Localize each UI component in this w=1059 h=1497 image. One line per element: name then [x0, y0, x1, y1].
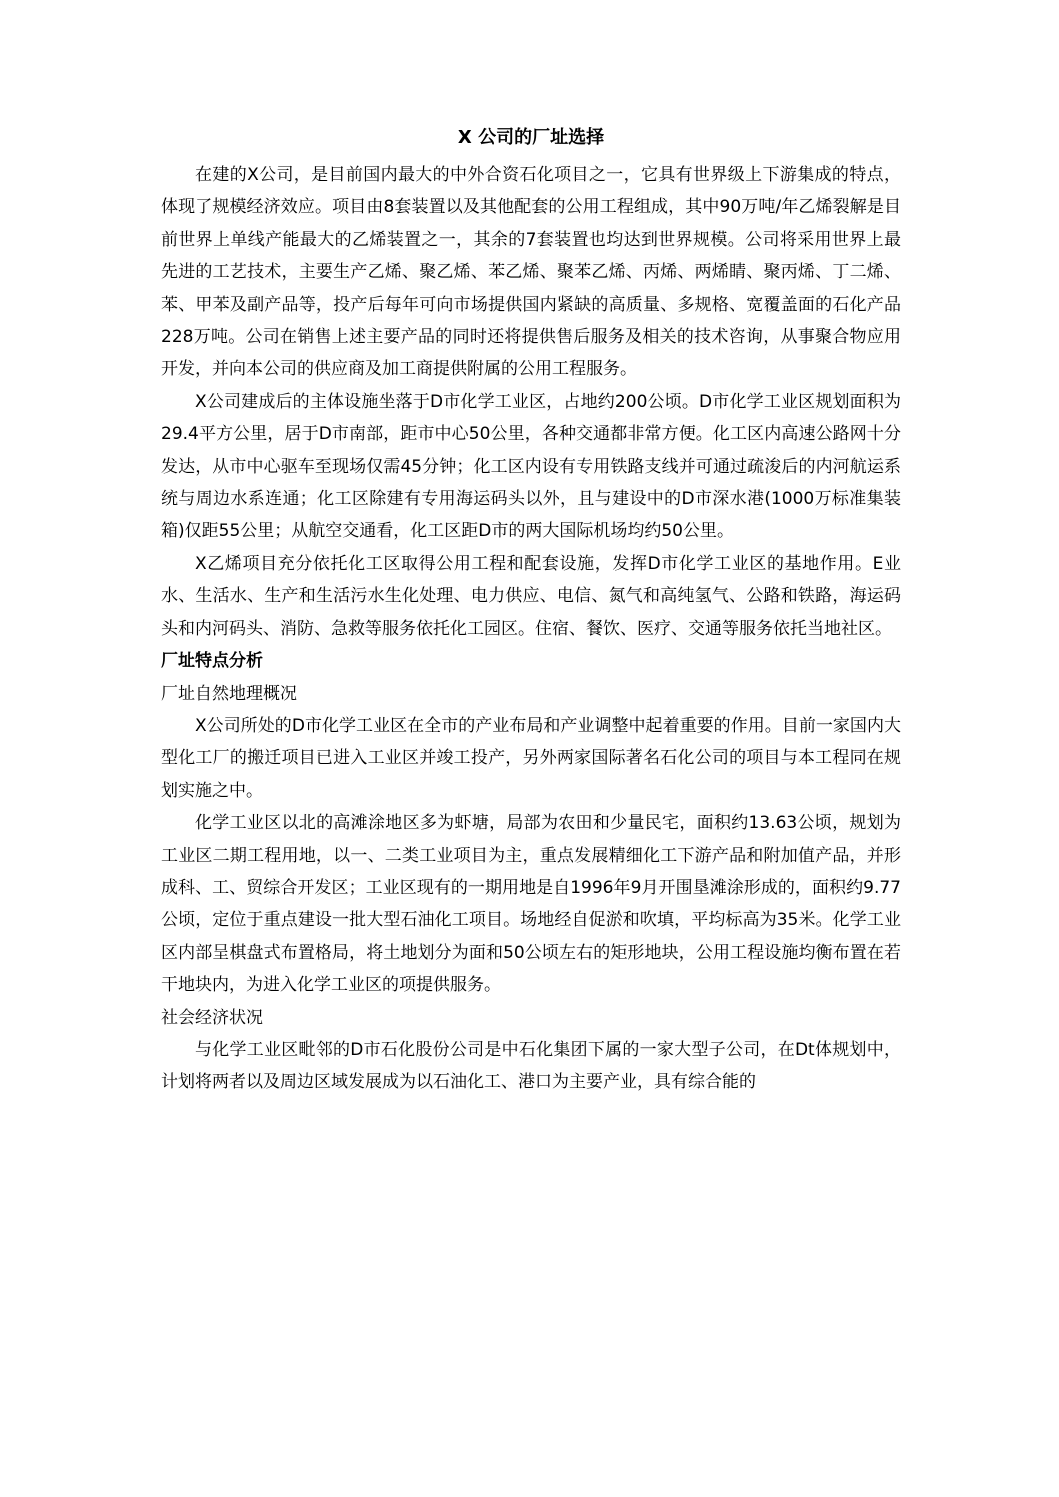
subsection-heading-socioeconomic: 社会经济状况	[161, 1007, 263, 1028]
paragraph-utilities: X乙烯项目充分依托化工区取得公用工程和配套设施，发挥D市化学工业区的基地作用。E业水、生活水、生产和生活污水生化处理、电力供应、电信、氮气和高纯氢气、公路和铁路，海运码头和内河码头、消防、急救等服务依托化工园区。住宿、餐饮、医疗、交通等服务依托当地社区。	[161, 553, 901, 639]
document-page	[161, 122, 901, 1099]
paragraph-company-overview: 在建的X公司，是目前国内最大的中外合资石化项目之一，它具有世界级上下游集成的特点，体现了规模经济效应。项目由8套装置以及其他配套的公用工程组成，其中90万吨/年乙烯裂解是目前世界上单线产能最大的乙烯装置之一，其余的7套装置也均达到世界规模。公司将采用世界上最先进的工艺技术，主要生产乙烯、聚乙烯、苯乙烯、聚苯乙烯、丙烯、两烯睛、聚丙烯、丁二烯、苯、甲苯及副产品等，投产后每年可向市场提供国内紧缺的高质量、多规格、宽覆盖面的石化产品228万吨。公司在销售上述主要产品的同时还将提供售后服务及相关的技术咨询，从事聚合物应用开发，并向本公司的供应商及加工商提供附属的公用工程服务。	[161, 165, 901, 380]
paragraph-industrial-zone: X公司所处的D市化学工业区在全市的产业布局和产业调整中起着重要的作用。目前一家国内大型化工厂的搬迁项目已进入工业区并竣工投产，另外两家国际著名石化公司的项目与本工程同在规划实施之中。	[161, 715, 901, 801]
paragraph-neighbor-company: 与化学工业区毗邻的D市石化股份公司是中石化集团下属的一家大型子公司，在Dt体规划中，计划将两者以及周边区域发展成为以石油化工、港口为主要产业，具有综合能的	[161, 1039, 901, 1093]
paragraph-land-use: 化学工业区以北的高滩涂地区多为虾塘，局部为农田和少量民宅，面积约13.63公顷，规划为工业区二期工程用地，以一、二类工业项目为主，重点发展精细化工下游产品和附加值产品，并形成科、工、贸综合开发区；工业区现有的一期用地是自1996年9月开围垦滩涂形成的，面积约9.77公顷，定位于重点建设一批大型石油化工项目。场地经自促淤和吹填，平均标高为35米。化学工业区内部呈棋盘式布置格局，将土地划分为面和50公顷左右的矩形地块，公用工程设施均衡布置在若干地块内，为进入化学工业区的项提供服务。	[161, 813, 901, 996]
subsection-heading-geography: 厂址自然地理概况	[161, 683, 297, 704]
document-title: X 公司的厂址选择	[457, 127, 605, 148]
paragraph-location: X公司建成后的主体设施坐落于D市化学工业区，占地约200公顷。D市化学工业区规划面积为29.4平方公里，居于D市南部，距市中心50公里，各种交通都非常方便。化工区内高速公路网十分发达，从市中心驱车至现场仅需45分钟；化工区内设有专用铁路支线并可通过疏浚后的内河航运系统与周边水系连通；化工区除建有专用海运码头以外，且与建设中的D市深水港(1000万标准集装箱)仅距55公里；从航空交通看，化工区距D市的两大国际机场均约50公里。	[161, 391, 901, 542]
section-heading-site-analysis: 厂址特点分析	[161, 651, 263, 672]
